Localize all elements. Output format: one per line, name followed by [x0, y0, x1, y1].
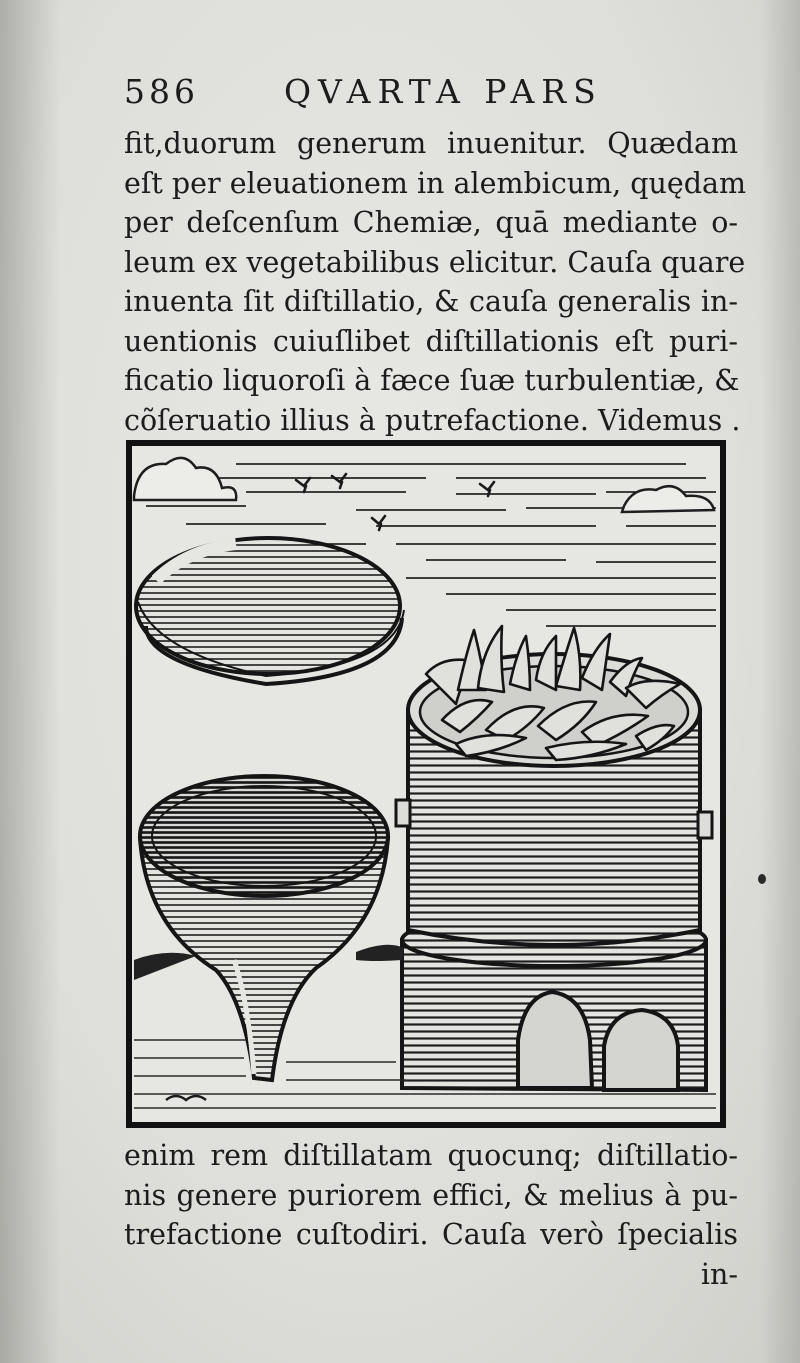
text-line: cõſeruatio illius à putrefactione. Videmus . [124, 403, 741, 437]
text-line: fit,duorum generum inuenitur. Quædam [124, 127, 738, 160]
text-line: inuenta ſit diſtillatio, & cauſa generalis in- [124, 285, 738, 318]
ink-speck [758, 874, 766, 884]
page-number: 586 [124, 72, 199, 111]
text-line: per deſcenſum Chemiæ, quā mediante o- [124, 206, 738, 239]
text-line: eſt per eleuationem in alembicum, quędam [124, 166, 747, 200]
text-line: enim rem diſtillatam quocunq; diſtillatio- [124, 1139, 738, 1172]
text-line: ficatio liquoroſi à fæce ſuæ turbulentiæ, & [124, 364, 740, 397]
running-head: QVARTA PARS [284, 72, 603, 111]
text-line: nis genere puriorem effici, & melius à pu- [124, 1178, 738, 1212]
catchword: in- [700, 1257, 738, 1291]
text-line: uentionis cuiuſlibet diſtillationis eſt puri- [124, 324, 738, 358]
body-text-top [124, 124, 747, 440]
gutter-shadow [0, 0, 60, 1363]
page-edge-shadow [760, 0, 800, 1363]
page-header [124, 72, 654, 116]
body-text-bottom [124, 1136, 744, 1294]
text-line: leum ex vegetabilibus elicitur. Cauſa quare [124, 245, 746, 279]
text-line: trefactione cuſtodiri. Cauſa verò ſpecialis [124, 1218, 738, 1251]
woodcut-illustration [126, 440, 726, 1128]
